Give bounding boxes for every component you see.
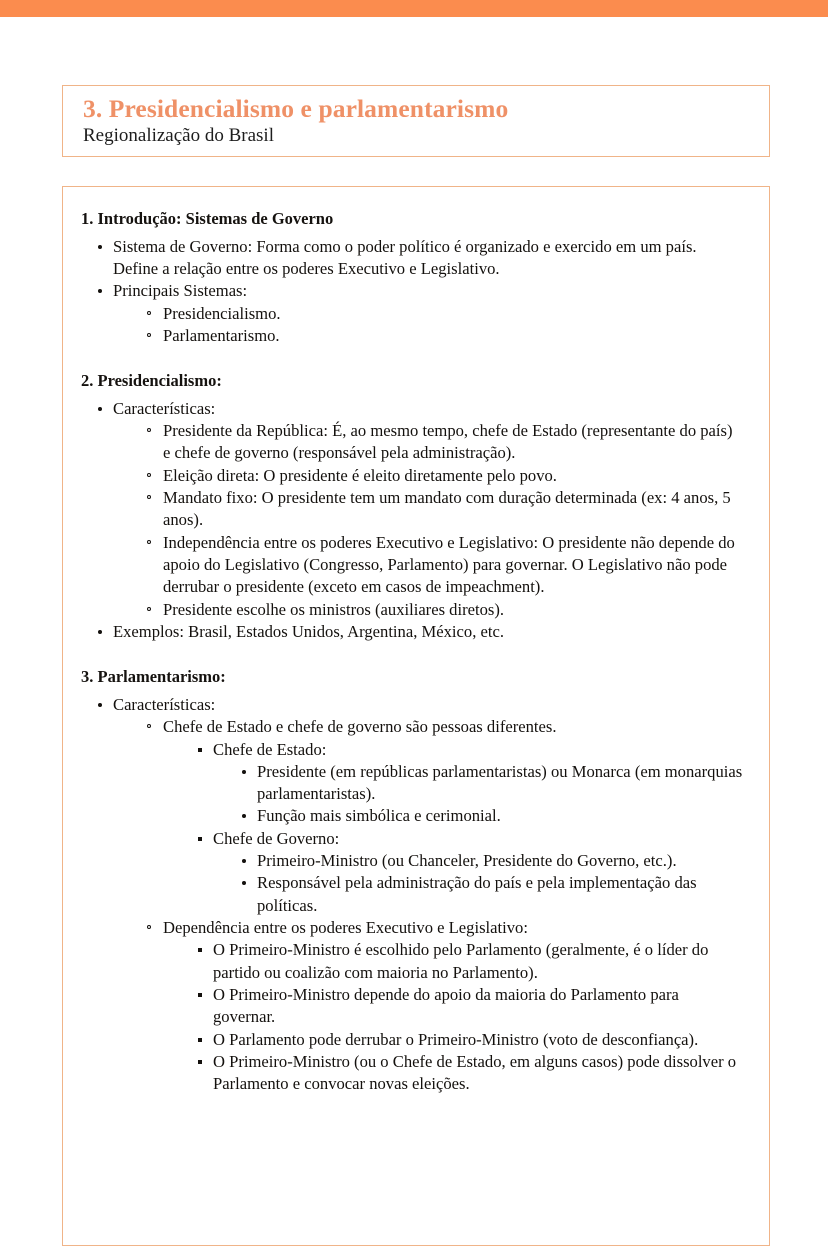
page-title: 3. Presidencialismo e parlamentarismo (83, 94, 509, 123)
list-item-text: Dependência entre os poderes Executivo e Legislativo: (163, 918, 528, 937)
list-item-text: Independência entre os poderes Executivo e Legislativo: O presidente não depende do apoio do Legislativo (Congresso, Parlamento) para governar. O Legislativo não pode derrubar o presidente (exceto em casos de impeachment). (163, 532, 735, 597)
top-accent-band (0, 0, 828, 17)
list-item-text: Presidente (em repúblicas parlamentaristas) ou Monarca (em monarquias parlamentaristas). (257, 761, 743, 804)
bullet-list-level-1 (94, 398, 743, 643)
list-item-text: Chefe de Estado e chefe de governo são pessoas diferentes. (163, 717, 557, 737)
list-item (194, 1051, 743, 1096)
list-item-text: Primeiro-Ministro (ou Chanceler, Presidente do Governo, etc.). (257, 851, 677, 871)
bullet-list-level-2 (144, 420, 743, 621)
list-item (94, 398, 743, 621)
list-item-text: Função mais simbólica e cerimonial. (257, 806, 501, 826)
list-item (144, 532, 743, 599)
list-item-text: Características: (113, 398, 216, 418)
list-item (144, 325, 743, 347)
list-item (238, 805, 743, 827)
list-item (94, 236, 743, 281)
bullet-list-level-3 (194, 739, 743, 918)
list-item-text: O Primeiro-Ministro é escolhido pelo Parlamento (geralmente, é o líder do partido ou coalizão com maioria no Parlamento). (213, 940, 709, 982)
list-item (144, 716, 743, 917)
list-item-text: Chefe de Governo: (213, 828, 340, 848)
list-item (144, 487, 743, 532)
bullet-list-level-2 (144, 303, 743, 348)
list-item-text: Sistema de Governo: Forma como o poder político é organizado e exercido em um país. Define a relação entre os poderes Executivo e Legislativo. (113, 236, 697, 278)
list-item (238, 872, 743, 917)
list-item-text: O Parlamento pode derrubar o Primeiro-Ministro (voto de desconfiança). (213, 1029, 699, 1049)
bullet-list-level-4 (238, 761, 743, 828)
bullet-list-level-1 (94, 236, 743, 348)
list-item-text: O Primeiro-Ministro (ou o Chefe de Estado, em alguns casos) pode dissolver o Parlamento e convocar novas eleições. (213, 1051, 737, 1094)
list-item (194, 1029, 743, 1051)
list-item-text: Eleição direta: O presidente é eleito diretamente pelo povo. (163, 465, 557, 485)
list-item-text: Características: (113, 694, 216, 714)
page-subtitle: Regionalização do Brasil (83, 124, 274, 146)
section-heading: 2. Presidencialismo: (81, 371, 222, 391)
list-item-text: Presidente escolhe os ministros (auxiliares diretos). (163, 599, 505, 619)
list-item (194, 828, 743, 917)
content-card (62, 186, 770, 1246)
bullet-list-level-1 (94, 694, 743, 1096)
list-item-text: Presidente da República: É, ao mesmo tempo, chefe de Estado (representante do país) e chefe de governo (responsável pela administração). (163, 421, 733, 463)
list-item-text: O Primeiro-Ministro depende do apoio da maioria do Parlamento para governar. (213, 984, 679, 1027)
list-item-text: Responsável pela administração do país e pela implementação das políticas. (257, 873, 697, 915)
list-item (238, 850, 743, 872)
list-item (94, 694, 743, 1096)
list-item (144, 465, 743, 487)
list-item (194, 984, 743, 1029)
bullet-list-level-4 (238, 850, 743, 917)
list-item (94, 621, 743, 643)
list-item-text: Exemplos: Brasil, Estados Unidos, Argentina, México, etc. (113, 621, 504, 641)
sections-container (81, 209, 743, 1096)
bullet-list-level-3 (194, 939, 743, 1095)
list-item-text: Parlamentarismo. (163, 325, 280, 345)
list-item (144, 303, 743, 325)
list-item (144, 420, 743, 465)
list-item (238, 761, 743, 806)
list-item-text: Principais Sistemas: (113, 281, 248, 301)
title-card (62, 85, 770, 157)
list-item (194, 739, 743, 828)
section-heading: 1. Introdução: Sistemas de Governo (81, 209, 334, 228)
list-item-text: Presidencialismo. (163, 303, 281, 323)
list-item (194, 939, 743, 984)
list-item (144, 599, 743, 621)
bullet-list-level-2 (144, 716, 743, 1095)
list-item-text: Chefe de Estado: (213, 739, 327, 759)
list-item-text: Mandato fixo: O presidente tem um mandato com duração determinada (ex: 4 anos, 5 anos). (163, 488, 731, 530)
list-item (94, 280, 743, 347)
list-item (144, 917, 743, 1096)
section-heading: 3. Parlamentarismo: (81, 667, 226, 687)
